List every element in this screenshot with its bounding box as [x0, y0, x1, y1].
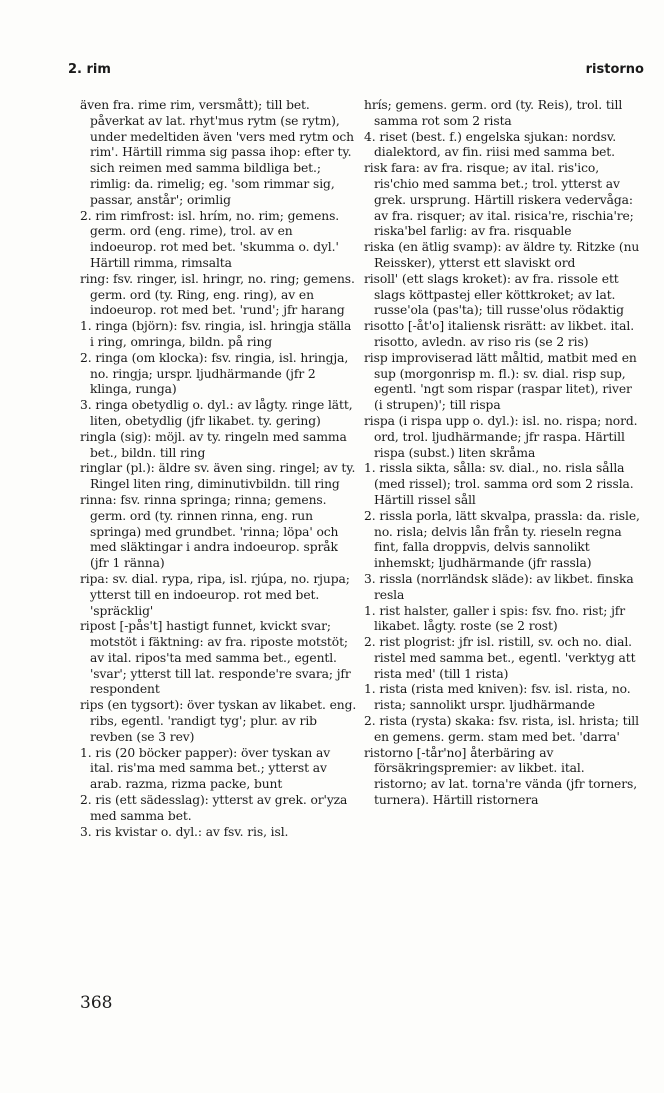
- entry: ripost [-pås't] hastigt funnet, kvickt svar; motstöt i fäktning: av fra. riposte motstöt; av ital. ripos'ta med samma bet., egentl. 'svar'; ytterst till lat. responde're svara; jfr respondent: [80, 619, 351, 697]
- right-column: [364, 98, 641, 809]
- entry: ristorno [-tår'no] återbäring av försäkringspremier: av likbet. ital. ristorno; av lat. torna're vända (jfr torners, turnera). Härtill ristornera: [364, 745, 638, 808]
- entry: 1. ris (20 böcker papper): över tyskan av ital. ris'ma med samma bet.; ytterst av arab. razma, rizma packe, bunt: [80, 745, 331, 792]
- page-number: 368: [80, 993, 113, 1013]
- entry: ripa: sv. dial. rypa, ripa, isl. rjúpa, no. rjupa; ytterst till en indoeurop. rot med bet. 'spräcklig': [80, 571, 350, 618]
- entry: rinna: fsv. rinna springa; rinna; gemens. germ. ord (ty. rinnen rinna, eng. run springa) med grundbet. 'rinna; löpa' och med släktingar i andra indoeurop. språk (jfr 1 ränna): [80, 492, 339, 571]
- entry: riska (en ätlig svamp): av äldre ty. Ritzke (nu Reissker), ytterst ett slaviskt ord: [364, 240, 640, 270]
- entry: ring: fsv. ringer, isl. hringr, no. ring; gemens. germ. ord (ty. Ring, eng. ring), av en indoeurop. rot med bet. 'rund'; jfr harang: [80, 271, 355, 318]
- entry: 2. rissla porla, lätt skvalpa, prassla: da. risle, no. risla; delvis lån från ty. rieseln regna fint, falla droppvis, delvis sannolikt inhemskt; ljudhärmande (jfr rassla): [364, 508, 640, 571]
- entry: 3. ringa obetydlig o. dyl.: av lågty. ringe lätt, liten, obetydlig (jfr likabet. ty. gering): [80, 398, 353, 428]
- entry: 2. ris (ett sädesslag): ytterst av grek. or'yza med samma bet.: [80, 793, 348, 823]
- entry: rips (en tygsort): över tyskan av likabet. eng. ribs, egentl. 'randigt tyg'; plur. av rib revben (se 3 rev): [80, 698, 357, 744]
- entry: 1. rista (rista med kniven): fsv. isl. rista, no. rista; sannolikt urspr. ljudhärmande: [364, 682, 631, 713]
- entry: 3. ris kvistar o. dyl.: av fsv. ris, isl.: [80, 824, 289, 839]
- entry: även fra. rime rim, versmått); till bet. påverkat av lat. rhyt'mus rytm (se rytm), under medeltiden även 'vers med rytm och rim'. Härtill rimma sig passa ihop: efter ty. sich reimen med samma bildliga bet.; rimlig: da. rimelig; eg. 'som rimmar sig, passar, anstår'; orimlig: [80, 98, 354, 207]
- left-column: [80, 98, 357, 840]
- entry: 1. rist halster, galler i spis: fsv. fno. rist; jfr likabet. lågty. roste (se 2 rost): [364, 603, 626, 634]
- entry: 2. rist plogrist: jfr isl. ristill, sv. och no. dial. ristel med samma bet., egentl. 'verktyg att rista med' (till 1 rista): [364, 635, 636, 681]
- running-header-left: 2. rim: [68, 62, 111, 77]
- entry: 4. riset (best. f.) engelska sjukan: nordsv. dialektord, av fin. riisi med samma bet.: [364, 129, 617, 160]
- entry: 3. rissla (norrländsk släde): av likbet. finska resla: [364, 571, 634, 602]
- entry: risk fara: av fra. risque; av ital. ris'ico, ris'chio med samma bet.; trol. ytterst av grek. ursprung. Härtill riskera vedervåga: av fra. risquer; av ital. risica're, rischia're; riska'bel farlig: av fra. risquable: [364, 161, 634, 239]
- entry: risotto [-åt'o] italiensk risrätt: av likbet. ital. risotto, avledn. av riso ris (se 2 ris): [364, 319, 635, 349]
- entry: hrís; gemens. germ. ord (ty. Reis), trol. till samma rot som 2 rista: [364, 98, 623, 128]
- entry: 1. ringa (björn): fsv. ringia, isl. hringja ställa i ring, omringa, bildn. på ring: [80, 319, 352, 349]
- entry: 2. rim rimfrost: isl. hrím, no. rim; gemens. germ. ord (eng. rime), trol. av en indoeurop. rot med bet. 'skumma o. dyl.' Härtill rimma, rimsalta: [80, 208, 340, 270]
- entry: 1. rissla sikta, sålla: sv. dial., no. risla sålla (med rissel); trol. samma ord som 2 rissla. Härtill rissel såll: [364, 461, 634, 507]
- entry: 2. ringa (om klocka): fsv. ringia, isl. hringja, no. ringja; urspr. ljudhärmande (jfr 2 klinga, runga): [80, 350, 349, 397]
- entry: ringlar (pl.): äldre sv. även sing. ringel; av ty. Ringel liten ring, diminutivbildn. till ring: [80, 461, 356, 492]
- running-header-right: ristorno: [585, 62, 644, 77]
- entry: ringla (sig): möjl. av ty. ringeln med samma bet., bildn. till ring: [80, 429, 347, 460]
- entry: risoll' (ett slags kroket): av fra. rissole ett slags köttpastej eller köttkroket; av lat. russe'ola (pas'ta); till russe'olus rödaktig: [364, 271, 624, 318]
- entry: 2. rista (rysta) skaka: fsv. rista, isl. hrista; till en gemens. germ. stam med bet. 'darra': [364, 714, 639, 744]
- entry: risp improviserad lätt måltid, matbit med en sup (morgonrisp m. fl.): sv. dial. risp sup, egentl. 'ngt som rispar (raspar litet), river (i strupen)'; till rispa: [364, 350, 637, 413]
- entry: rispa (i rispa upp o. dyl.): isl. no. rispa; nord. ord, trol. ljudhärmande; jfr raspa. Härtill rispa (subst.) liten skråma: [364, 413, 638, 460]
